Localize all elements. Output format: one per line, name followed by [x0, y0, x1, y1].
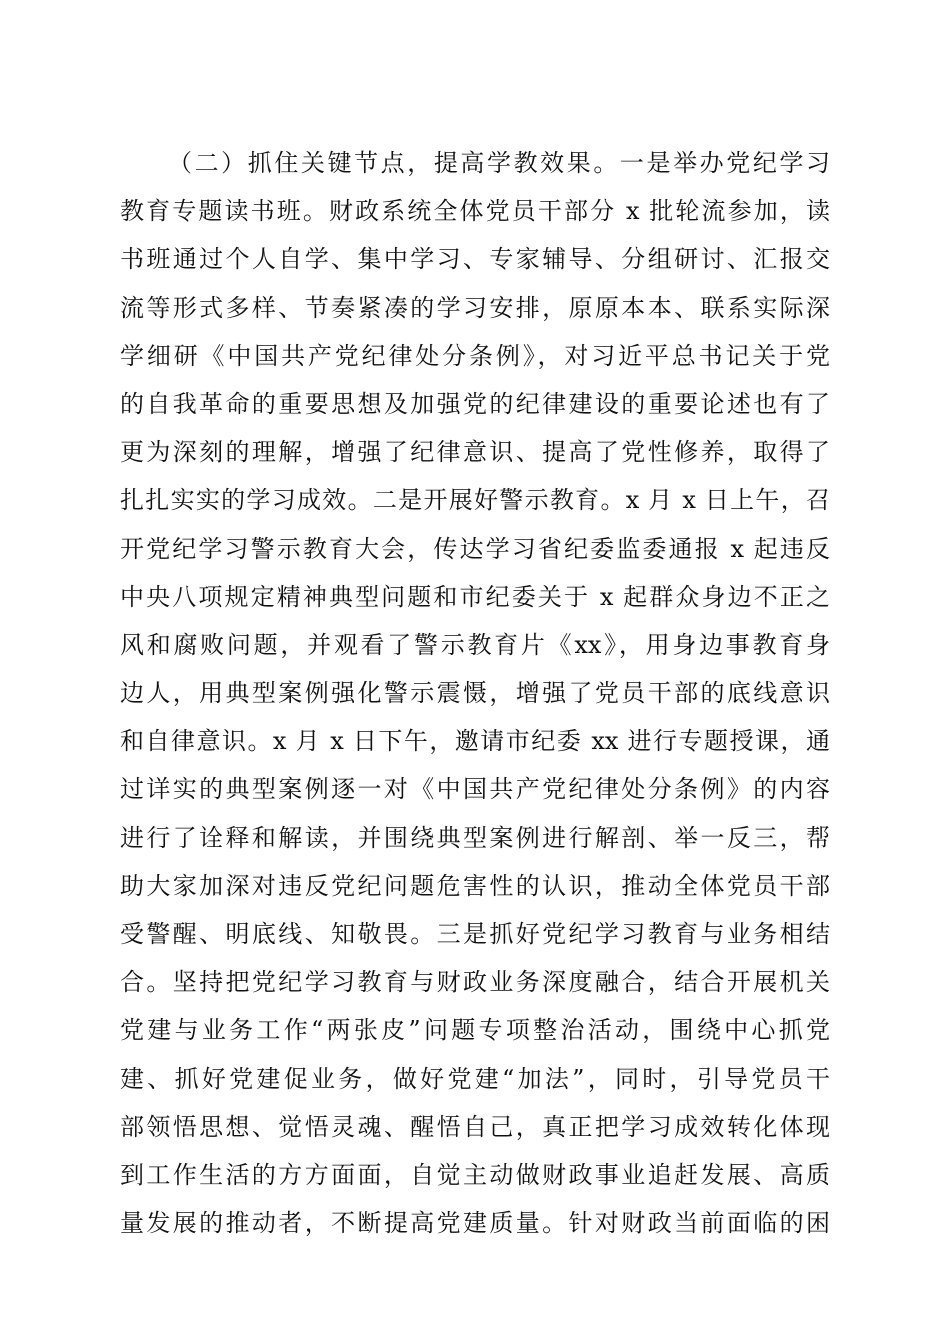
text-line: 学细研《中国共产党纪律处分条例》，对习近平总书记关于党 [120, 341, 830, 370]
text-line: 建、抓好党建促业务，做好党建“加法”，同时，引导党员干 [120, 1064, 830, 1093]
text-line: 党建与业务工作“两张皮”问题专项整治活动，围绕中心抓党 [120, 1016, 830, 1045]
text-line: 边人，用典型案例强化警示震慑，增强了党员干部的底线意识 [120, 679, 830, 708]
text-line: 合。坚持把党纪学习教育与财政业务深度融合，结合开展机关 [120, 968, 830, 997]
text-line: 助大家加深对违反党纪问题危害性的认识，推动全体党员干部 [120, 871, 830, 900]
text-line: （二）抓住关键节点，提高学教效果。一是举办党纪学习 [168, 149, 830, 177]
text-line: 和自律意识。x 月 x 日下午，邀请市纪委 xx 进行专题授课，通 [120, 727, 830, 756]
text-line: 风和腐败问题，并观看了警示教育片《xx》，用身边事教育身 [120, 630, 830, 659]
text-line: 过详实的典型案例逐一对《中国共产党纪律处分条例》的内容 [120, 775, 830, 804]
text-line: 部领悟思想、觉悟灵魂、醒悟自己，真正把学习成效转化体现 [120, 1112, 830, 1141]
text-line: 的自我革命的重要思想及加强党的纪律建设的重要论述也有了 [120, 389, 830, 418]
body-paragraph [120, 139, 830, 1247]
text-line: 教育专题读书班。财政系统全体党员干部分 x 批轮流参加，读 [120, 197, 830, 226]
text-line: 流等形式多样、节奏紧凑的学习安排，原原本本、联系实际深 [120, 293, 830, 322]
text-line: 开党纪学习警示教育大会，传达学习省纪委监委通报 x 起违反 [120, 534, 830, 563]
text-line: 书班通过个人自学、集中学习、专家辅导、分组研讨、汇报交 [120, 245, 830, 274]
text-line: 量发展的推动者，不断提高党建质量。针对财政当前面临的困 [120, 1209, 830, 1238]
text-line: 扎扎实实的学习成效。二是开展好警示教育。x 月 x 日上午，召 [120, 486, 830, 515]
text-line: 进行了诠释和解读，并围绕典型案例进行解剖、举一反三，帮 [120, 823, 830, 852]
text-line: 受警醒、明底线、知敬畏。三是抓好党纪学习教育与业务相结 [120, 920, 830, 948]
text-line: 到工作生活的方方面面，自觉主动做财政事业追赶发展、高质 [120, 1160, 830, 1189]
text-line: 更为深刻的理解，增强了纪律意识、提高了党性修养，取得了 [120, 438, 830, 467]
text-line: 中央八项规定精神典型问题和市纪委关于 x 起群众身边不正之 [120, 582, 830, 611]
